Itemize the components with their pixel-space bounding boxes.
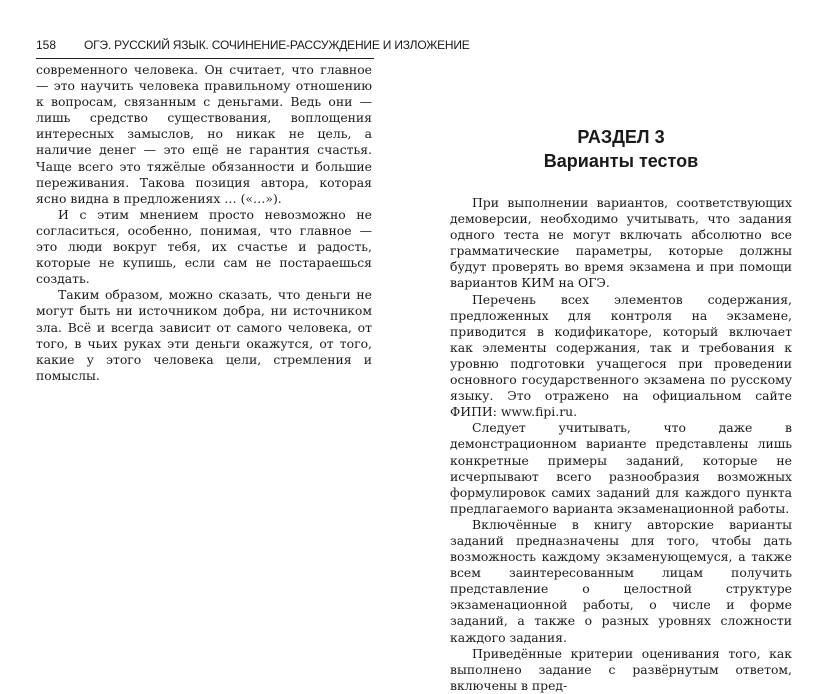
right-page xyxy=(410,0,820,693)
right-text-column xyxy=(450,195,792,694)
paragraph: Приведённые критерии оценивания того, как выполнено задание с развёрнутым ответом, включены в пред- xyxy=(450,645,792,693)
running-header xyxy=(36,38,470,56)
paragraph: современного человека. Он считает, что главное — это научить человека правильному отношению к вопросам, связанным с деньгами. Ведь они — лишь средство существования, воплощения интересных замыслов, но никак не цель, а наличие денег — это ещё не гарантия счастья. Чаще всего это тяжёлые обязанности и большие переживания. Такова позиция автора, которая ясно видна в предложениях … («…»). xyxy=(36,62,372,206)
paragraph: И с этим мнением просто невозможно не согласиться, особенно, понимая, что главное — это люди вокруг тебя, их счастье и радость, которые не купишь, если сам не постараешься создать. xyxy=(36,206,372,287)
left-text-column xyxy=(36,62,372,384)
paragraph: Следует учитывать, что даже в демонстрационном варианте представлены лишь конкретные примеры заданий, которые не исчерпывают всего разнообразия возможных формулировок самих заданий для каждого пункта предлагаемого варианта экзаменационной работы. xyxy=(450,420,792,516)
header-rule xyxy=(36,58,374,59)
paragraph: Таким образом, можно сказать, что деньги не могут быть ни источником добра, ни источником зла. Всё и всегда зависит от самого человека, от того, в чьих руках эти деньги окажутся, от того, какие у этого человека цели, стремления и помыслы. xyxy=(36,287,372,383)
section-title: Варианты тестов xyxy=(543,151,699,171)
paragraph: При выполнении вариантов, соответствующих демоверсии, необходимо учитывать, что задания одного теста не могут включать абсолютно все грамматические параметры, которые должны будут проверять во время экзамена и при помощи вариантов КИМ на ОГЭ. xyxy=(450,195,792,291)
paragraph: Включённые в книгу авторские варианты заданий предназначены для того, чтобы дать возможность каждому экзаменующемуся, а также всем заинтересованным лицам получить представление о целостной структуре экзаменационной работы, о числе и форме заданий, а также о разных уровнях сложности каждого задания. xyxy=(450,516,792,645)
running-title: ОГЭ. РУССКИЙ ЯЗЫК. СОЧИНЕНИЕ-РАССУЖДЕНИЕ И ИЗЛОЖЕНИЕ xyxy=(84,38,470,52)
section-label: РАЗДЕЛ 3 xyxy=(577,127,665,147)
page-number: 158 xyxy=(36,38,57,52)
paragraph: Перечень всех элементов содержания, предложенных для контроля на экзамене, приводится в кодификаторе, который включает как элементы содержания, так и требования к уровню подготовки учащегося при проведении основного государственного экзамена по русскому языку. Это отражено на официальном сайте ФИПИ: www.fipi.ru. xyxy=(450,291,792,420)
